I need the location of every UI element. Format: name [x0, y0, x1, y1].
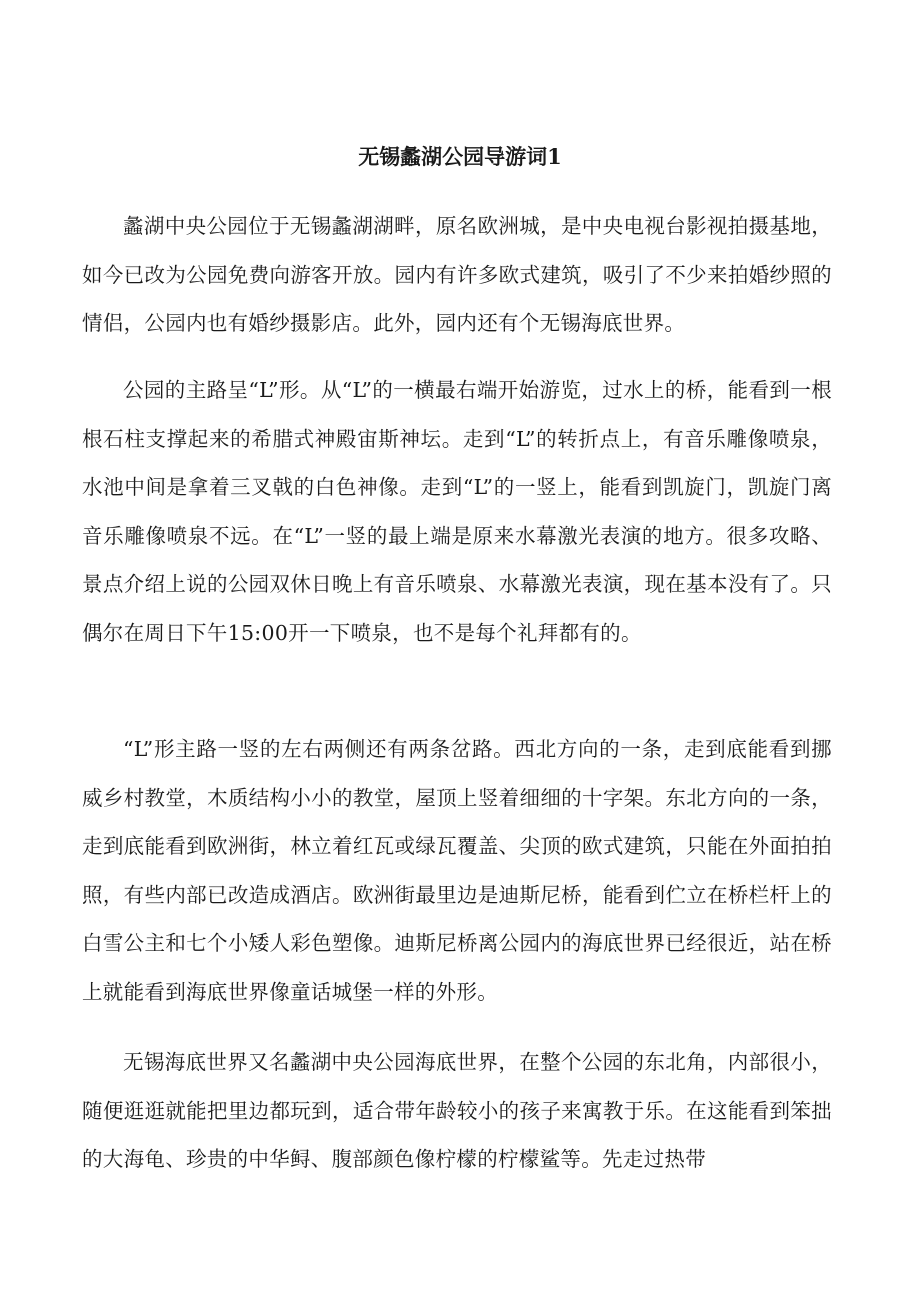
paragraph-side-roads: “L”形主路一竖的左右两侧还有两条岔路。西北方向的一条，走到底能看到挪威乡村教堂，木质结构小小的教堂，屋顶上竖着细细的十字架。东北方向的一条，走到底能看到欧洲街，林立着红瓦或绿瓦覆盖、尖顶的欧式建筑，只能在外面拍拍照，有些内部已改造成酒店。欧洲街最里边是迪斯尼桥，能看到伫立在桥栏杆上的白雪公主和七个小矮人彩色塑像。迪斯尼桥离公园内的海底世界已经很近，站在桥上就能看到海底世界像童话城堡一样的外形。	[82, 737, 832, 1004]
paragraph-underwater-world: 无锡海底世界又名蠡湖中央公园海底世界，在整个公园的东北角，内部很小，随便逛逛就能把里边都玩到，适合带年龄较小的孩子来寓教于乐。在这能看到笨拙的大海龟、珍贵的中华鲟、腹部颜色像柠檬的柠檬鲨等。先走过热带	[82, 1050, 832, 1171]
paragraph-main-road: 公园的主路呈“L”形。从“L”的一横最右端开始游览，过水上的桥，能看到一根根石柱支撑起来的希腊式神殿宙斯神坛。走到“L”的转折点上，有音乐雕像喷泉，水池中间是拿着三叉戟的白色神像。走到“L”的一竖上，能看到凯旋门，凯旋门离音乐雕像喷泉不远。在“L”一竖的最上端是原来水幕激光表演的地方。很多攻略、景点介绍上说的公园双休日晚上有音乐喷泉、水幕激光表演，现在基本没有了。只偶尔在周日下午15:00开一下喷泉，也不是每个礼拜都有的。	[82, 378, 832, 645]
paragraph-intro: 蠡湖中央公园位于无锡蠡湖湖畔，原名欧洲城，是中央电视台影视拍摄基地，如今已改为公园免费向游客开放。园内有许多欧式建筑，吸引了不少来拍婚纱照的情侣，公园内也有婚纱摄影店。此外，园内还有个无锡海底世界。	[82, 214, 832, 335]
document-title: 无锡蠡湖公园导游词1	[358, 144, 562, 169]
